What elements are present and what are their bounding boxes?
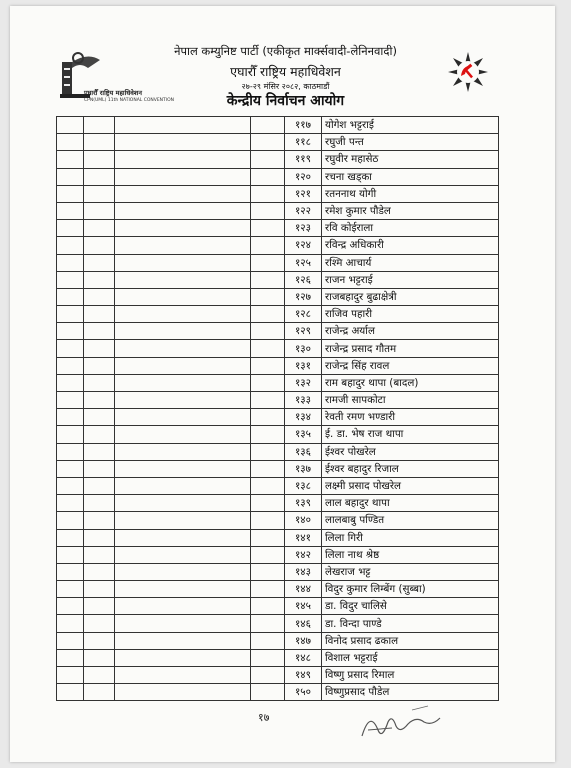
serial-number: १५० xyxy=(285,684,322,701)
empty-cell xyxy=(57,374,84,391)
empty-cell xyxy=(84,512,115,529)
empty-cell xyxy=(251,185,285,202)
candidate-name: रमेश कुमार पौडेल xyxy=(322,202,499,219)
serial-number: १२५ xyxy=(285,254,322,271)
serial-number: १४३ xyxy=(285,563,322,580)
empty-cell xyxy=(115,563,251,580)
table-row xyxy=(57,134,499,151)
empty-cell xyxy=(115,632,251,649)
candidate-name: रेवती रमण भण्डारी xyxy=(322,409,499,426)
empty-cell xyxy=(57,288,84,305)
empty-cell xyxy=(251,684,285,701)
table-row xyxy=(57,581,499,598)
empty-cell xyxy=(115,443,251,460)
serial-number: १२१ xyxy=(285,185,322,202)
candidate-name: लिला नाथ श्रेष्ठ xyxy=(322,546,499,563)
empty-cell xyxy=(251,443,285,460)
table-row xyxy=(57,374,499,391)
empty-cell xyxy=(84,632,115,649)
serial-number: १३६ xyxy=(285,443,322,460)
empty-cell xyxy=(57,667,84,684)
signature-icon xyxy=(352,700,447,748)
empty-cell xyxy=(84,254,115,271)
table-row xyxy=(57,117,499,134)
empty-cell xyxy=(115,581,251,598)
empty-cell xyxy=(251,220,285,237)
empty-cell xyxy=(57,392,84,409)
empty-cell xyxy=(84,598,115,615)
empty-cell xyxy=(57,202,84,219)
table-row xyxy=(57,220,499,237)
empty-cell xyxy=(57,220,84,237)
empty-cell xyxy=(115,271,251,288)
candidate-name: योगेश भट्टराई xyxy=(322,117,499,134)
candidate-name: राजन भट्टराई xyxy=(322,271,499,288)
candidate-name: डा. विन्दा पाण्डे xyxy=(322,615,499,632)
empty-cell xyxy=(115,529,251,546)
serial-number: १४२ xyxy=(285,546,322,563)
empty-cell xyxy=(57,185,84,202)
serial-number: १४६ xyxy=(285,615,322,632)
serial-number: १२६ xyxy=(285,271,322,288)
table-row xyxy=(57,615,499,632)
table-row xyxy=(57,271,499,288)
empty-cell xyxy=(251,202,285,219)
table-row xyxy=(57,323,499,340)
serial-number: १३८ xyxy=(285,477,322,494)
convention-title: एघारौँ राष्ट्रिय महाधिवेशन xyxy=(230,64,341,79)
table-row xyxy=(57,649,499,666)
table-row xyxy=(57,151,499,168)
empty-cell xyxy=(115,288,251,305)
empty-cell xyxy=(84,374,115,391)
table-row xyxy=(57,409,499,426)
empty-cell xyxy=(84,426,115,443)
empty-cell xyxy=(251,409,285,426)
serial-number: १२९ xyxy=(285,323,322,340)
empty-cell xyxy=(115,426,251,443)
empty-cell xyxy=(251,374,285,391)
empty-cell xyxy=(57,443,84,460)
empty-cell xyxy=(115,168,251,185)
candidate-name: विनोद प्रसाद ढकाल xyxy=(322,632,499,649)
empty-cell xyxy=(57,615,84,632)
empty-cell xyxy=(84,649,115,666)
table-row xyxy=(57,563,499,580)
serial-number: १४४ xyxy=(285,581,322,598)
serial-number: १३७ xyxy=(285,460,322,477)
empty-cell xyxy=(115,684,251,701)
candidate-name: राजिव पहारी xyxy=(322,306,499,323)
serial-number: १२० xyxy=(285,168,322,185)
empty-cell xyxy=(115,649,251,666)
empty-cell xyxy=(115,512,251,529)
candidate-name: रवि कोईराला xyxy=(322,220,499,237)
table-row xyxy=(57,357,499,374)
empty-cell xyxy=(251,632,285,649)
empty-cell xyxy=(84,495,115,512)
empty-cell xyxy=(84,237,115,254)
empty-cell xyxy=(115,237,251,254)
commission-title: केन्द्रीय निर्वाचन आयोग xyxy=(226,93,345,109)
serial-number: १४० xyxy=(285,512,322,529)
serial-number: १४७ xyxy=(285,632,322,649)
empty-cell xyxy=(115,323,251,340)
empty-cell xyxy=(84,615,115,632)
candidate-name: लाल बहादुर थापा xyxy=(322,495,499,512)
candidate-name: रामजी सापकोटा xyxy=(322,392,499,409)
table-row xyxy=(57,684,499,701)
table-row xyxy=(57,512,499,529)
serial-number: १२३ xyxy=(285,220,322,237)
candidate-name: ईश्वर पोखरेल xyxy=(322,443,499,460)
serial-number: ११७ xyxy=(285,117,322,134)
empty-cell xyxy=(115,460,251,477)
empty-cell xyxy=(251,426,285,443)
candidate-name: रचना खड्का xyxy=(322,168,499,185)
empty-cell xyxy=(84,409,115,426)
serial-number: १३५ xyxy=(285,426,322,443)
empty-cell xyxy=(84,168,115,185)
empty-cell xyxy=(251,323,285,340)
empty-cell xyxy=(84,202,115,219)
serial-number: ११८ xyxy=(285,134,322,151)
table-row xyxy=(57,185,499,202)
empty-cell xyxy=(57,357,84,374)
serial-number: ११९ xyxy=(285,151,322,168)
empty-cell xyxy=(251,237,285,254)
table-row xyxy=(57,460,499,477)
candidate-name: रविन्द्र अधिकारी xyxy=(322,237,499,254)
empty-cell xyxy=(84,477,115,494)
convention-dates: २७-२९ मंसिर २०८२, काठमाडौं xyxy=(241,82,330,91)
empty-cell xyxy=(57,477,84,494)
serial-number: १२७ xyxy=(285,288,322,305)
table-row xyxy=(57,598,499,615)
table-row xyxy=(57,237,499,254)
candidate-name: रतननाथ योगी xyxy=(322,185,499,202)
empty-cell xyxy=(84,529,115,546)
empty-cell xyxy=(57,581,84,598)
table-row xyxy=(57,667,499,684)
empty-cell xyxy=(251,117,285,134)
empty-cell xyxy=(84,546,115,563)
empty-cell xyxy=(84,581,115,598)
candidate-table xyxy=(56,116,499,701)
empty-cell xyxy=(84,684,115,701)
empty-cell xyxy=(84,151,115,168)
empty-cell xyxy=(115,117,251,134)
empty-cell xyxy=(84,340,115,357)
empty-cell xyxy=(57,426,84,443)
empty-cell xyxy=(251,254,285,271)
empty-cell xyxy=(84,271,115,288)
table-row xyxy=(57,340,499,357)
empty-cell xyxy=(251,340,285,357)
serial-number: १४९ xyxy=(285,667,322,684)
empty-cell xyxy=(84,306,115,323)
empty-cell xyxy=(84,134,115,151)
serial-number: १२२ xyxy=(285,202,322,219)
candidate-name: ईश्वर बहादुर रिजाल xyxy=(322,460,499,477)
empty-cell xyxy=(115,546,251,563)
serial-number: १३९ xyxy=(285,495,322,512)
page-number: १७ xyxy=(258,711,270,724)
empty-cell xyxy=(115,254,251,271)
candidate-name: विदुर कुमार लिम्बेंग (सुब्बा) xyxy=(322,581,499,598)
empty-cell xyxy=(84,323,115,340)
empty-cell xyxy=(57,529,84,546)
empty-cell xyxy=(251,477,285,494)
empty-cell xyxy=(115,598,251,615)
serial-number: १४५ xyxy=(285,598,322,615)
empty-cell xyxy=(251,529,285,546)
empty-cell xyxy=(115,185,251,202)
empty-cell xyxy=(115,151,251,168)
table-row xyxy=(57,288,499,305)
empty-cell xyxy=(115,340,251,357)
empty-cell xyxy=(115,357,251,374)
empty-cell xyxy=(251,460,285,477)
empty-cell xyxy=(251,649,285,666)
empty-cell xyxy=(115,615,251,632)
table-row xyxy=(57,202,499,219)
empty-cell xyxy=(84,117,115,134)
serial-number: १३० xyxy=(285,340,322,357)
candidate-name: राजेन्द्र सिंह रावल xyxy=(322,357,499,374)
serial-number: १३१ xyxy=(285,357,322,374)
candidate-name: ई. डा. भेष राज थापा xyxy=(322,426,499,443)
empty-cell xyxy=(84,667,115,684)
candidate-name: लिला गिरी xyxy=(322,529,499,546)
empty-cell xyxy=(57,117,84,134)
empty-cell xyxy=(115,220,251,237)
empty-cell xyxy=(57,151,84,168)
empty-cell xyxy=(251,271,285,288)
table-row xyxy=(57,546,499,563)
serial-number: १४१ xyxy=(285,529,322,546)
empty-cell xyxy=(57,563,84,580)
empty-cell xyxy=(251,563,285,580)
party-name: नेपाल कम्युनिष्ट पार्टी (एकीकृत मार्क्सवादी-लेनिनवादी) xyxy=(174,44,397,58)
candidate-name: राम बहादुर थापा (बादल) xyxy=(322,374,499,391)
empty-cell xyxy=(57,168,84,185)
empty-cell xyxy=(84,443,115,460)
table-row xyxy=(57,632,499,649)
serial-number: १२८ xyxy=(285,306,322,323)
candidate-name: विष्णुप्रसाद पौडेल xyxy=(322,684,499,701)
empty-cell xyxy=(251,615,285,632)
empty-cell xyxy=(115,306,251,323)
table-row xyxy=(57,529,499,546)
empty-cell xyxy=(57,254,84,271)
empty-cell xyxy=(251,546,285,563)
serial-number: १२४ xyxy=(285,237,322,254)
candidate-name: राजेन्द्र अर्याल xyxy=(322,323,499,340)
empty-cell xyxy=(57,306,84,323)
logo-title: एघारौँ राष्ट्रिय महाधिवेशन xyxy=(84,89,142,97)
empty-cell xyxy=(251,134,285,151)
candidate-name: विशाल भट्टराई xyxy=(322,649,499,666)
table-row xyxy=(57,306,499,323)
empty-cell xyxy=(57,134,84,151)
empty-cell xyxy=(251,667,285,684)
serial-number: १४८ xyxy=(285,649,322,666)
empty-cell xyxy=(84,460,115,477)
empty-cell xyxy=(57,512,84,529)
candidate-name: लालबाबु पण्डित xyxy=(322,512,499,529)
empty-cell xyxy=(57,271,84,288)
empty-cell xyxy=(115,409,251,426)
table-row xyxy=(57,495,499,512)
empty-cell xyxy=(57,340,84,357)
candidate-name: रघुवीर महासेठ xyxy=(322,151,499,168)
table-row xyxy=(57,477,499,494)
empty-cell xyxy=(57,598,84,615)
empty-cell xyxy=(251,357,285,374)
empty-cell xyxy=(84,220,115,237)
candidate-name: रघुजी पन्त xyxy=(322,134,499,151)
empty-cell xyxy=(251,151,285,168)
empty-cell xyxy=(115,667,251,684)
table-row xyxy=(57,443,499,460)
empty-cell xyxy=(84,563,115,580)
empty-cell xyxy=(115,202,251,219)
empty-cell xyxy=(57,323,84,340)
candidate-name: डा. विदुर चालिसे xyxy=(322,598,499,615)
candidate-name: राजेन्द्र प्रसाद गौतम xyxy=(322,340,499,357)
empty-cell xyxy=(84,357,115,374)
candidate-name: रश्मि आचार्य xyxy=(322,254,499,271)
candidate-name: लक्ष्मी प्रसाद पोखरेल xyxy=(322,477,499,494)
empty-cell xyxy=(57,460,84,477)
candidate-name: विष्णु प्रसाद रिमाल xyxy=(322,667,499,684)
empty-cell xyxy=(57,649,84,666)
logo-subtitle: CPN(UML) 11th NATIONAL CONVENTION xyxy=(84,98,175,103)
serial-number: १३४ xyxy=(285,409,322,426)
candidate-name: राजबहादुर बुढाक्षेत्री xyxy=(322,288,499,305)
table-row xyxy=(57,168,499,185)
empty-cell xyxy=(115,134,251,151)
empty-cell xyxy=(57,237,84,254)
candidate-name: लेखराज भट्ट xyxy=(322,563,499,580)
signature xyxy=(352,700,447,748)
empty-cell xyxy=(84,185,115,202)
empty-cell xyxy=(57,632,84,649)
table-row xyxy=(57,254,499,271)
empty-cell xyxy=(251,581,285,598)
empty-cell xyxy=(251,392,285,409)
empty-cell xyxy=(115,374,251,391)
serial-number: १३३ xyxy=(285,392,322,409)
empty-cell xyxy=(57,409,84,426)
empty-cell xyxy=(115,495,251,512)
empty-cell xyxy=(251,306,285,323)
table-row xyxy=(57,426,499,443)
empty-cell xyxy=(84,288,115,305)
empty-cell xyxy=(251,598,285,615)
serial-number: १३२ xyxy=(285,374,322,391)
empty-cell xyxy=(251,168,285,185)
empty-cell xyxy=(57,495,84,512)
table-row xyxy=(57,392,499,409)
empty-cell xyxy=(57,546,84,563)
empty-cell xyxy=(84,392,115,409)
empty-cell xyxy=(251,512,285,529)
empty-cell xyxy=(251,288,285,305)
empty-cell xyxy=(251,495,285,512)
empty-cell xyxy=(57,684,84,701)
empty-cell xyxy=(115,477,251,494)
empty-cell xyxy=(115,392,251,409)
